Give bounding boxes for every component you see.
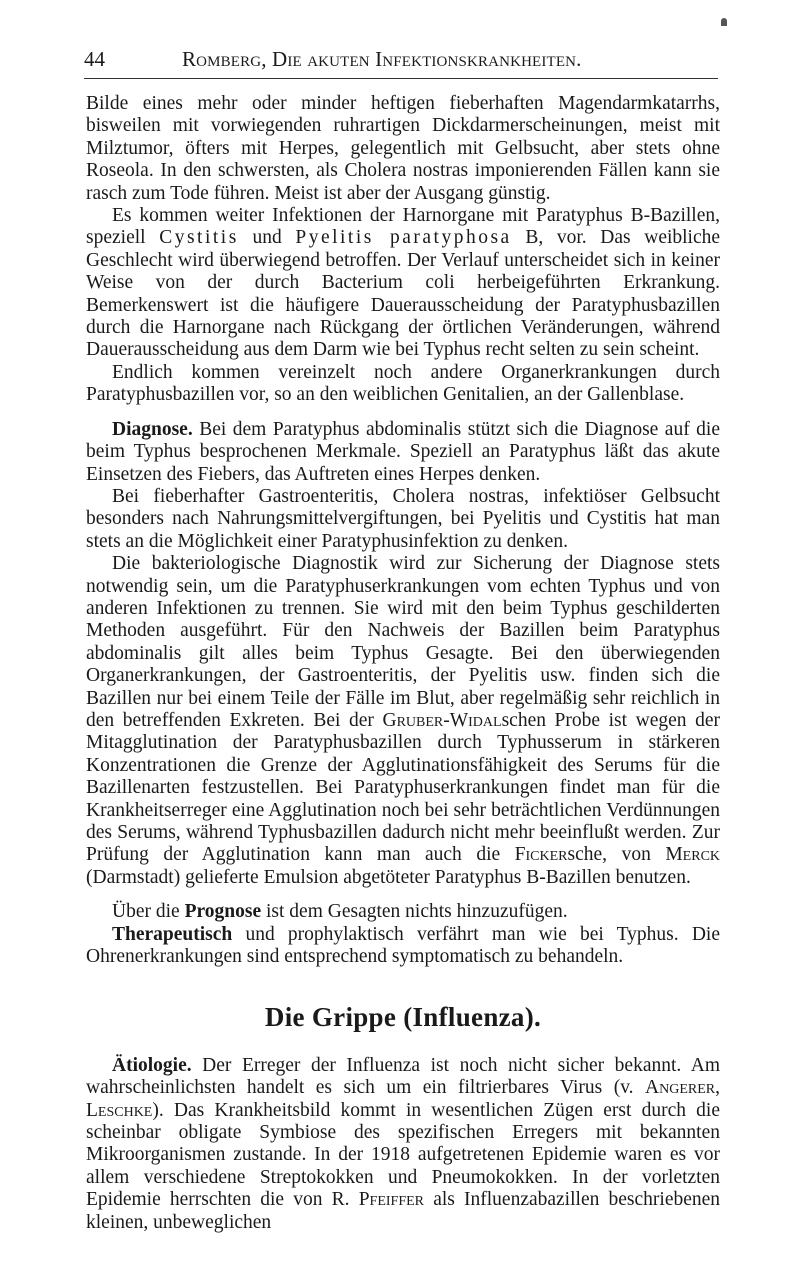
term-cystitis: Cystitis: [159, 227, 239, 249]
paragraph-bakteriologie: Die bakteriologische Diagnostik wird zur Sicherung der Diagnose stets notwendig sein, um die Paratyphuserkrankungen vom echten Typhus und von anderen Infektionen zu trennen. Sie wird mit den beim Typhus geschilderten Methoden ausgeführt. Für den Nachweis der Bazillen beim Paratyphus abdominalis gilt alles beim Typhus Gesagte. Bei den überwiegenden Organerkrankungen, der Gastroenteritis, der Pyelitis usw. finden sich die Bazillen nur bei einem Teile der Fälle im Blut, aber regelmäßig sehr reichlich in den betreffenden Exkreten. Bei der Gruber-Widalschen Probe ist wegen der Mitagglutination der Paratyphusbazillen durch Typhusserum in stärkeren Konzentrationen die Grenze der Agglutinationsfähigkeit des Serums für die Bazillenarten festzustellen. Bei Paratyphuserkrankungen findet man für die Krankheitserreger eine Agglutination noch bei sehr beträchtlichen Verdünnungen des Serums, während Typhusbazillen dadurch nicht mehr beeinflußt werden. Zur Prüfung der Agglutination kann man auch die Fickersche, von Merck (Darmstadt) gelieferte Emulsion abgetöteter Paratyphus B-Bazillen benutzen.: [86, 553, 721, 888]
label-aetiologie: Ätiologie.: [112, 1054, 192, 1076]
paragraph-diagnose: Diagnose. Bei dem Paratyphus abdominalis stützt sich die Diagnose auf die beim Typhus besprochenen Merkmale. Speziell an Paratyphus läßt das akute Einsetzen des Fiebers, das Auftreten eines Herpes denken.: [86, 418, 720, 485]
page-number: 44: [84, 47, 105, 71]
name-leschke: Leschke: [86, 1099, 153, 1121]
running-title: Romberg, Die akuten Infektionskrankheiten.: [182, 47, 582, 71]
section-title: Die Grippe (Influenza).: [264, 1002, 542, 1033]
body-text: [86, 93, 720, 1234]
paragraph-aetiologie: Ätiologie. Der Erreger der Influenza ist noch nicht sicher bekannt. Am wahrscheinlichsten handelt es sich um ein filtrierbares Virus (v. Angerer, Leschke). Das Krankheitsbild kommt in wesentlichen Zügen erst durch die scheinbar obligate Symbiose des spezifischen Erregers mit bekannten Mikroorganismen zustande. In der 1918 aufgetretenen Epidemie waren es vor allem verschiedene Streptokokken und Pneumokokken. In der vorletzten Epidemie herrschten die von R. Pfeiffer als Influenzabazillen beschriebenen kleinen, unbeweglichen: [86, 1054, 721, 1233]
name-gruber-widal: Gruber-Widal: [382, 709, 502, 731]
paragraph-organerkrankungen: Endlich kommen vereinzelt noch andere Organerkrankungen durch Paratyphusbazillen vor, so an den weiblichen Genitalien, an der Gallenblase.: [86, 361, 720, 406]
name-angerer: Angerer: [645, 1077, 716, 1099]
label-therapeutisch: Therapeutisch: [112, 923, 233, 945]
name-ficker: Ficker: [514, 844, 568, 866]
header-rule: [84, 78, 718, 79]
paragraph-harnorgane: Es kommen weiter Infektionen der Harnorgane mit Paratyphus B-Bazillen, speziell Cystitis und Pyelitis paratyphosa B, vor. Das weibliche Geschlecht wird überwiegend betroffen. Der Verlauf unterscheidet sich in keiner Weise von der durch Bacterium coli herbeigeführten Erkrankung. Bemerkenswert ist die häufigere Dauerausscheidung der Paratyphusbazillen durch die Harnorgane nach Rückgang der örtlichen Veränderungen, während Dauerausscheidung aus dem Darm wie bei Typhus recht selten zu sein scheint.: [86, 205, 721, 361]
name-pfeiffer: Pfeiffer: [358, 1189, 425, 1211]
term-pyelitis: Pyelitis paratyphosa: [295, 227, 512, 249]
paragraph-gastroenteritis: Bei fieberhafter Gastroenteritis, Cholera nostras, infektiöser Gelbsucht besonders nach Nahrungsmittelvergiftungen, bei Pyelitis und Cystitis hat man stets an die Möglichkeit einer Paratyphusinfektion zu denken.: [86, 485, 720, 552]
label-prognose: Prognose: [184, 901, 262, 923]
print-mark: [721, 18, 727, 26]
name-merck: Merck: [665, 844, 721, 866]
paragraph-therapie: Therapeutisch und prophylaktisch verfährt man wie bei Typhus. Die Ohrenerkrankungen sind entsprechend symptomatisch zu behandeln.: [86, 923, 720, 968]
paragraph-prognose: Über die Prognose ist dem Gesagten nichts hinzuzufügen.: [112, 901, 568, 923]
label-diagnose: Diagnose.: [112, 418, 193, 440]
paragraph-continued: Bilde eines mehr oder minder heftigen fieberhaften Magendarmkatarrhs, bisweilen mit vorwiegenden ruhrartigen Dickdarmerscheinungen, meist mit Milztumor, öfters mit Herpes, gelegentlich mit Gelbsucht, aber stets ohne Roseola. In den schwersten, als Cholera nostras imponierenden Fällen kann sie rasch zum Tode führen. Meist ist aber der Ausgang günstig.: [86, 93, 720, 204]
